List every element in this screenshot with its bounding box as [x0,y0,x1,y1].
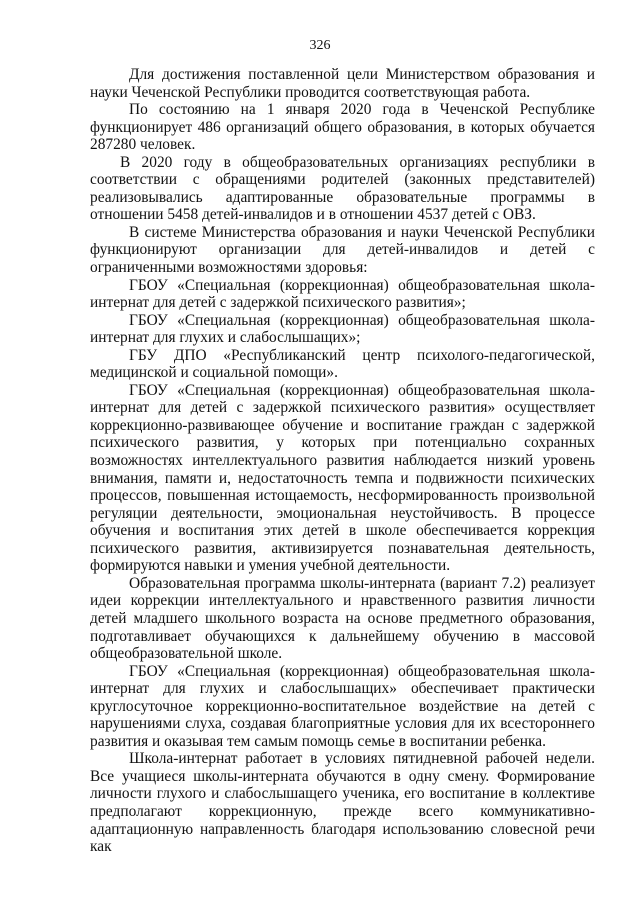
paragraph-organizations-count: По состоянию на 1 января 2020 года в Чеченской Республике функционирует 486 организаций общего образования, в которых обучается 287280 человек. [90,101,595,154]
page-number: 326 [309,38,331,53]
paragraph-program-7-2: Образовательная программа школы-интерната (вариант 7.2) реализует идеи коррекции интеллектуального и нравственного развития личности детей младшего школьного возраста на основе предметного образования, подготавливает обучающихся к дальнейшему обучению в массовой общеобразовательной школе. [90,574,595,663]
paragraph-goal: Для достижения поставленной цели Министерством образования и науки Чеченской Республики проводится соответствующая работа. [90,66,595,101]
paragraph-school-delay: ГБОУ «Специальная (коррекционная) общеобразовательная школа-интернат для детей с задержкой психического развития»; [90,276,595,312]
paragraph-adapted-programs: В 2020 году в общеобразовательных организациях республики в соответствии с обращениями родителей (законных представителей) реализовывались адаптированные образовательные программы в отношении 5458 детей-инвалидов и в отношении 4537 детей с ОВЗ. [90,153,595,224]
paragraph-center: ГБУ ДПО «Республиканский центр психолого-педагогической, медицинской и социальной помощи». [90,346,595,382]
document-body [90,66,595,856]
paragraph-school-deaf: ГБОУ «Специальная (коррекционная) общеобразовательная школа-интернат для глухих и слабослышащих»; [90,311,595,347]
paragraph-system-organizations: В системе Министерства образования и науки Чеченской Республики функционируют организации для детей-инвалидов и детей с ограниченными возможностями здоровья: [90,223,595,277]
paragraph-school-delay-description: ГБОУ «Специальная (коррекционная) общеобразовательная школа-интернат для детей с задержкой психического развития» осуществляет коррекционно-развивающее обучение и воспитание граждан с задержкой психического развития, у которых при потенциально сохранных возможностях интеллектуального развития наблюдается низкий уровень внимания, памяти и, недостаточность темпа и подвижности психических процессов, повышенная истощаемость, несформированность произвольной регуляции деятельности, эмоциональная неустойчивость. В процессе обучения и воспитания этих детей в школе обеспечивается коррекция психического развития, активизируется познавательная деятельность, формируются навыки и умения учебной деятельности. [90,381,595,575]
paragraph-school-deaf-description: ГБОУ «Специальная (коррекционная) общеобразовательная школа-интернат для глухих и слабослышащих» обеспечивает практически круглосуточное коррекционно-воспитательное воздействие на детей с нарушениями слуха, создавая благоприятные условия для их всестороннего развития и оказывая тем самым помощь семье в воспитании ребенка. [90,662,595,750]
paragraph-school-schedule: Школа-интернат работает в условиях пятидневной рабочей недели. Все учащиеся школы-интерната обучаются в одну смену. Формирование личности глухого и слабослышащего ученика, его воспитание в коллективе предполагают коррекционную, прежде всего коммуникативно-адаптационную направленность благодаря использованию словесной речи как [90,750,595,856]
